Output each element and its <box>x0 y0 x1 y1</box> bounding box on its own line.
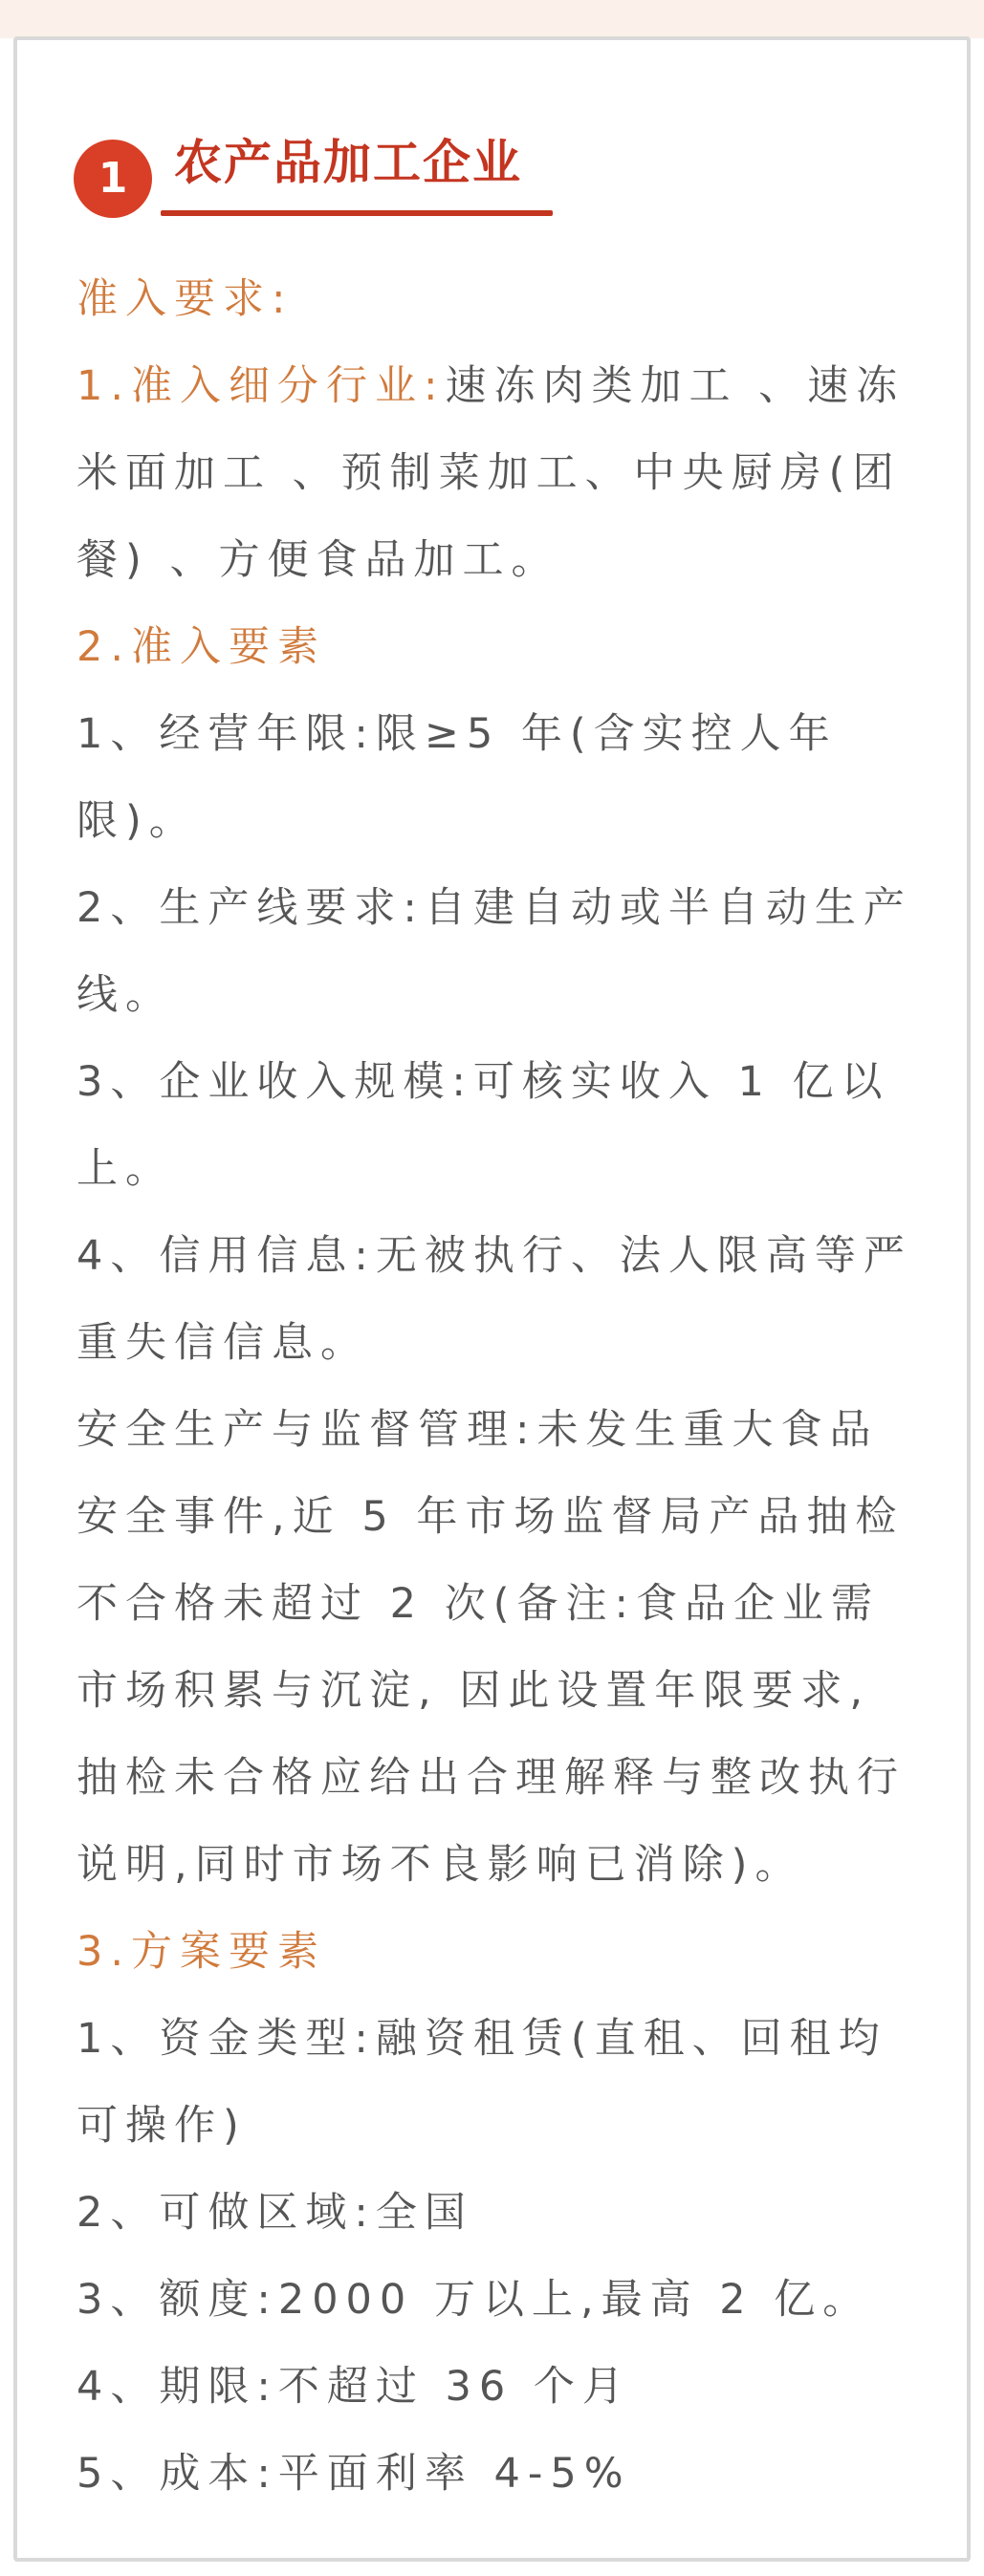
line-safety-4: 市场积累与沉淀, 因此设置年限要求, <box>77 1667 871 1715</box>
line-credit-1: 4、信用信息:无被执行、法人限高等严 <box>77 1232 912 1280</box>
line-amount: 3、额度:2000 万以上,最高 2 亿。 <box>77 2276 872 2324</box>
heading-plan-elements: 3.方案要素 <box>77 1928 327 1976</box>
top-decorative-strip <box>0 0 984 38</box>
label-industry: 1.准入细分行业: <box>77 362 446 410</box>
line-term: 4、期限:不超过 36 个月 <box>77 2363 631 2411</box>
title-underline <box>161 210 553 216</box>
line-revenue-1: 3、企业收入规模:可核实收入 1 亿以 <box>77 1058 890 1106</box>
line-industry-2: 米面加工 、预制菜加工、中央厨房(团 <box>77 449 902 497</box>
line-industry-1: 1.准入细分行业:速冻肉类加工 、速冻 <box>77 362 906 410</box>
line-operating-years-1: 1、经营年限:限≥5 年(含实控人年 <box>77 710 838 758</box>
line-fund-type-2: 可操作) <box>77 2102 247 2150</box>
line-revenue-2: 上。 <box>77 1145 174 1193</box>
line-safety-5: 抽检未合格应给出合理解释与整改执行 <box>77 1754 906 1802</box>
line-safety-2: 安全事件,近 5 年市场监督局产品抽检 <box>77 1493 905 1541</box>
line-safety-6: 说明,同时市场不良影响已消除)。 <box>77 1841 804 1889</box>
document-body <box>77 256 918 2518</box>
line-fund-type-1: 1、资金类型:融资租赁(直租、回租均 <box>77 2015 887 2063</box>
line-safety-3: 不合格未超过 2 次(备注:食品企业需 <box>77 1580 880 1628</box>
line-region: 2、可做区域:全国 <box>77 2189 473 2237</box>
line-production-1: 2、生产线要求:自建自动或半自动生产 <box>77 884 912 932</box>
line-production-2: 线。 <box>77 971 174 1019</box>
line-credit-2: 重失信信息。 <box>77 1319 369 1367</box>
line-safety-1: 安全生产与监督管理:未发生重大食品 <box>77 1406 879 1454</box>
heading-admission-requirements: 准入要求: <box>77 275 294 323</box>
line-operating-years-2: 限)。 <box>77 797 198 845</box>
section-number-badge: 1 <box>74 140 152 218</box>
heading-admission-elements: 2.准入要素 <box>77 623 327 671</box>
line-cost: 5、成本:平面利率 4-5% <box>77 2450 631 2498</box>
section-title: 农产品加工企业 <box>174 135 522 190</box>
line-industry-3: 餐) 、方便食品加工。 <box>77 536 560 584</box>
